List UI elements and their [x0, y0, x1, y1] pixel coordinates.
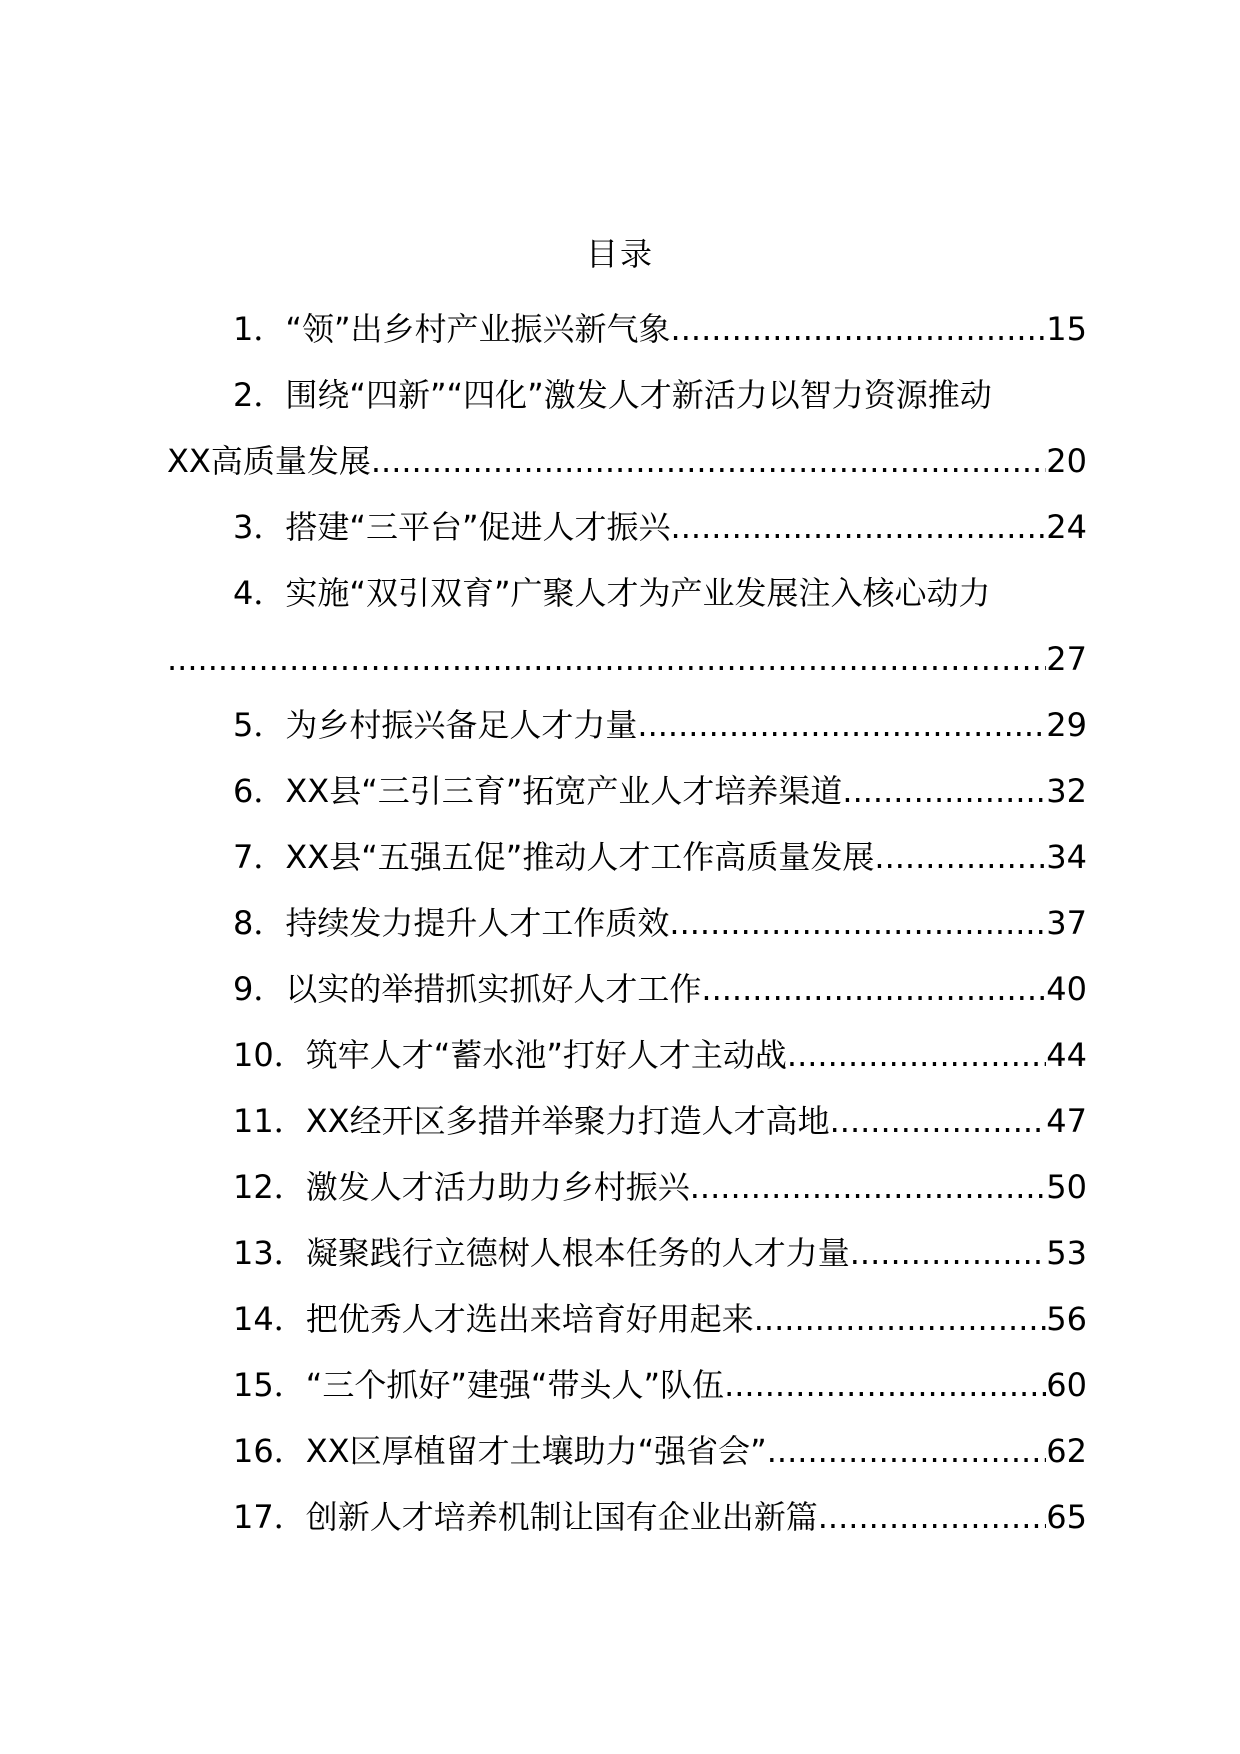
toc-entry-number: 3． — [233, 508, 286, 546]
toc-entry-page: 15 — [1046, 310, 1087, 348]
toc-entry-text: 筑牢人才“蓄水池”打好人才主动战 — [305, 1036, 787, 1074]
toc-entry-text: 凝聚践行立德树人根本任务的人才力量 — [305, 1234, 850, 1272]
toc-entry-number: 1． — [233, 310, 286, 348]
toc-entry-page: 50 — [1046, 1168, 1087, 1206]
toc-entry-text-line1: 围绕“四新”“四化”激发人才新活力以智力资源推动 — [285, 376, 992, 414]
dot-leader — [671, 296, 1047, 362]
toc-entry-page: 24 — [1046, 508, 1087, 546]
toc-entry-2-line2[interactable] — [167, 428, 1087, 494]
toc-entry-text: 搭建“三平台”促进人才振兴 — [285, 508, 671, 546]
dot-leader — [167, 626, 1046, 692]
dot-leader — [842, 758, 1046, 824]
toc-entry-12[interactable] — [167, 1154, 1087, 1220]
toc-entry-text: “领”出乡村产业振兴新气象 — [285, 310, 671, 348]
dot-leader — [671, 494, 1047, 560]
toc-entry-number: 14． — [233, 1300, 306, 1338]
toc-entry-16[interactable] — [167, 1418, 1087, 1484]
toc-entry-10[interactable] — [167, 1022, 1087, 1088]
toc-entry-page: 62 — [1046, 1432, 1087, 1470]
toc-entry-4-line1[interactable] — [167, 560, 1087, 626]
toc-entry-number: 4． — [233, 574, 286, 612]
toc-entry-5[interactable] — [167, 692, 1087, 758]
toc-entry-text: 创新人才培养机制让国有企业出新篇 — [305, 1498, 818, 1536]
toc-entry-page: 29 — [1046, 706, 1087, 744]
toc-entry-page: 44 — [1046, 1036, 1087, 1074]
toc-entry-7[interactable] — [167, 824, 1087, 890]
toc-entry-number: 5． — [233, 706, 286, 744]
toc-entry-6[interactable] — [167, 758, 1087, 824]
toc-entry-page: 37 — [1046, 904, 1087, 942]
dot-leader — [637, 692, 1046, 758]
toc-entry-11[interactable] — [167, 1088, 1087, 1154]
toc-entry-page: 32 — [1046, 772, 1087, 810]
toc-entry-4-line2[interactable] — [167, 626, 1087, 692]
dot-leader — [690, 1154, 1047, 1220]
toc-entry-text: 激发人才活力助力乡村振兴 — [305, 1168, 690, 1206]
toc-entry-text: XX经开区多措并举聚力打造人才高地 — [305, 1102, 830, 1140]
dot-leader — [724, 1352, 1046, 1418]
toc-entry-page: 40 — [1046, 970, 1087, 1008]
toc-entry-number: 13． — [233, 1234, 306, 1272]
dot-leader — [767, 1418, 1047, 1484]
dot-leader — [818, 1484, 1047, 1550]
toc-entry-17[interactable] — [167, 1484, 1087, 1550]
toc-entry-text: XX县“五强五促”推动人才工作高质量发展 — [285, 838, 875, 876]
dot-leader — [830, 1088, 1047, 1154]
toc-entry-text: XX县“三引三育”拓宽产业人才培养渠道 — [285, 772, 843, 810]
toc-entry-page: 34 — [1046, 838, 1087, 876]
toc-entry-9[interactable] — [167, 956, 1087, 1022]
dot-leader — [701, 956, 1046, 1022]
toc-entry-3[interactable] — [167, 494, 1087, 560]
toc-entry-number: 17． — [233, 1498, 306, 1536]
toc-entry-text: 以实的举措抓实抓好人才工作 — [285, 970, 702, 1008]
dot-leader — [669, 890, 1046, 956]
toc-entry-page: 27 — [1046, 640, 1087, 678]
toc-entry-number: 9． — [233, 970, 286, 1008]
toc-entry-1[interactable] — [167, 296, 1087, 362]
toc-entry-number: 16． — [233, 1432, 306, 1470]
dot-leader — [754, 1286, 1047, 1352]
toc-entry-text: 为乡村振兴备足人才力量 — [285, 706, 638, 744]
toc-entry-page: 56 — [1046, 1300, 1087, 1338]
toc-entry-text: 持续发力提升人才工作质效 — [285, 904, 670, 942]
dot-leader — [371, 428, 1046, 494]
toc-entry-15[interactable] — [167, 1352, 1087, 1418]
toc-entry-number: 6． — [233, 772, 286, 810]
toc-entry-14[interactable] — [167, 1286, 1087, 1352]
toc-entry-text: XX区厚植留才土壤助力“强省会” — [305, 1432, 767, 1470]
dot-leader — [874, 824, 1046, 890]
toc-title: 目录 — [585, 235, 654, 273]
toc-entry-page: 47 — [1046, 1102, 1087, 1140]
toc-entry-number: 15． — [233, 1366, 306, 1404]
toc-entry-8[interactable] — [167, 890, 1087, 956]
toc-entry-number: 12． — [233, 1168, 306, 1206]
toc-entry-text-line1: 实施“双引双育”广聚人才为产业发展注入核心动力 — [285, 574, 991, 612]
dot-leader — [850, 1220, 1047, 1286]
toc-entry-number: 7． — [233, 838, 286, 876]
toc-entry-text: XX高质量发展 — [167, 442, 371, 480]
toc-entry-number: 2． — [233, 376, 286, 414]
toc-entry-13[interactable] — [167, 1220, 1087, 1286]
toc-entry-page: 53 — [1046, 1234, 1087, 1272]
toc-entry-page: 20 — [1046, 442, 1087, 480]
dot-leader — [787, 1022, 1046, 1088]
toc-entry-text: 把优秀人才选出来培育好用起来 — [305, 1300, 754, 1338]
toc-entry-page: 65 — [1046, 1498, 1087, 1536]
toc-entry-2-line1[interactable] — [167, 362, 1087, 428]
toc-entry-page: 60 — [1046, 1366, 1087, 1404]
toc-entry-number: 10． — [233, 1036, 306, 1074]
toc-entry-number: 11． — [233, 1102, 306, 1140]
toc-entry-number: 8． — [233, 904, 286, 942]
toc-entry-text: “三个抓好”建强“带头人”队伍 — [305, 1366, 725, 1404]
table-of-contents — [167, 296, 1087, 1550]
